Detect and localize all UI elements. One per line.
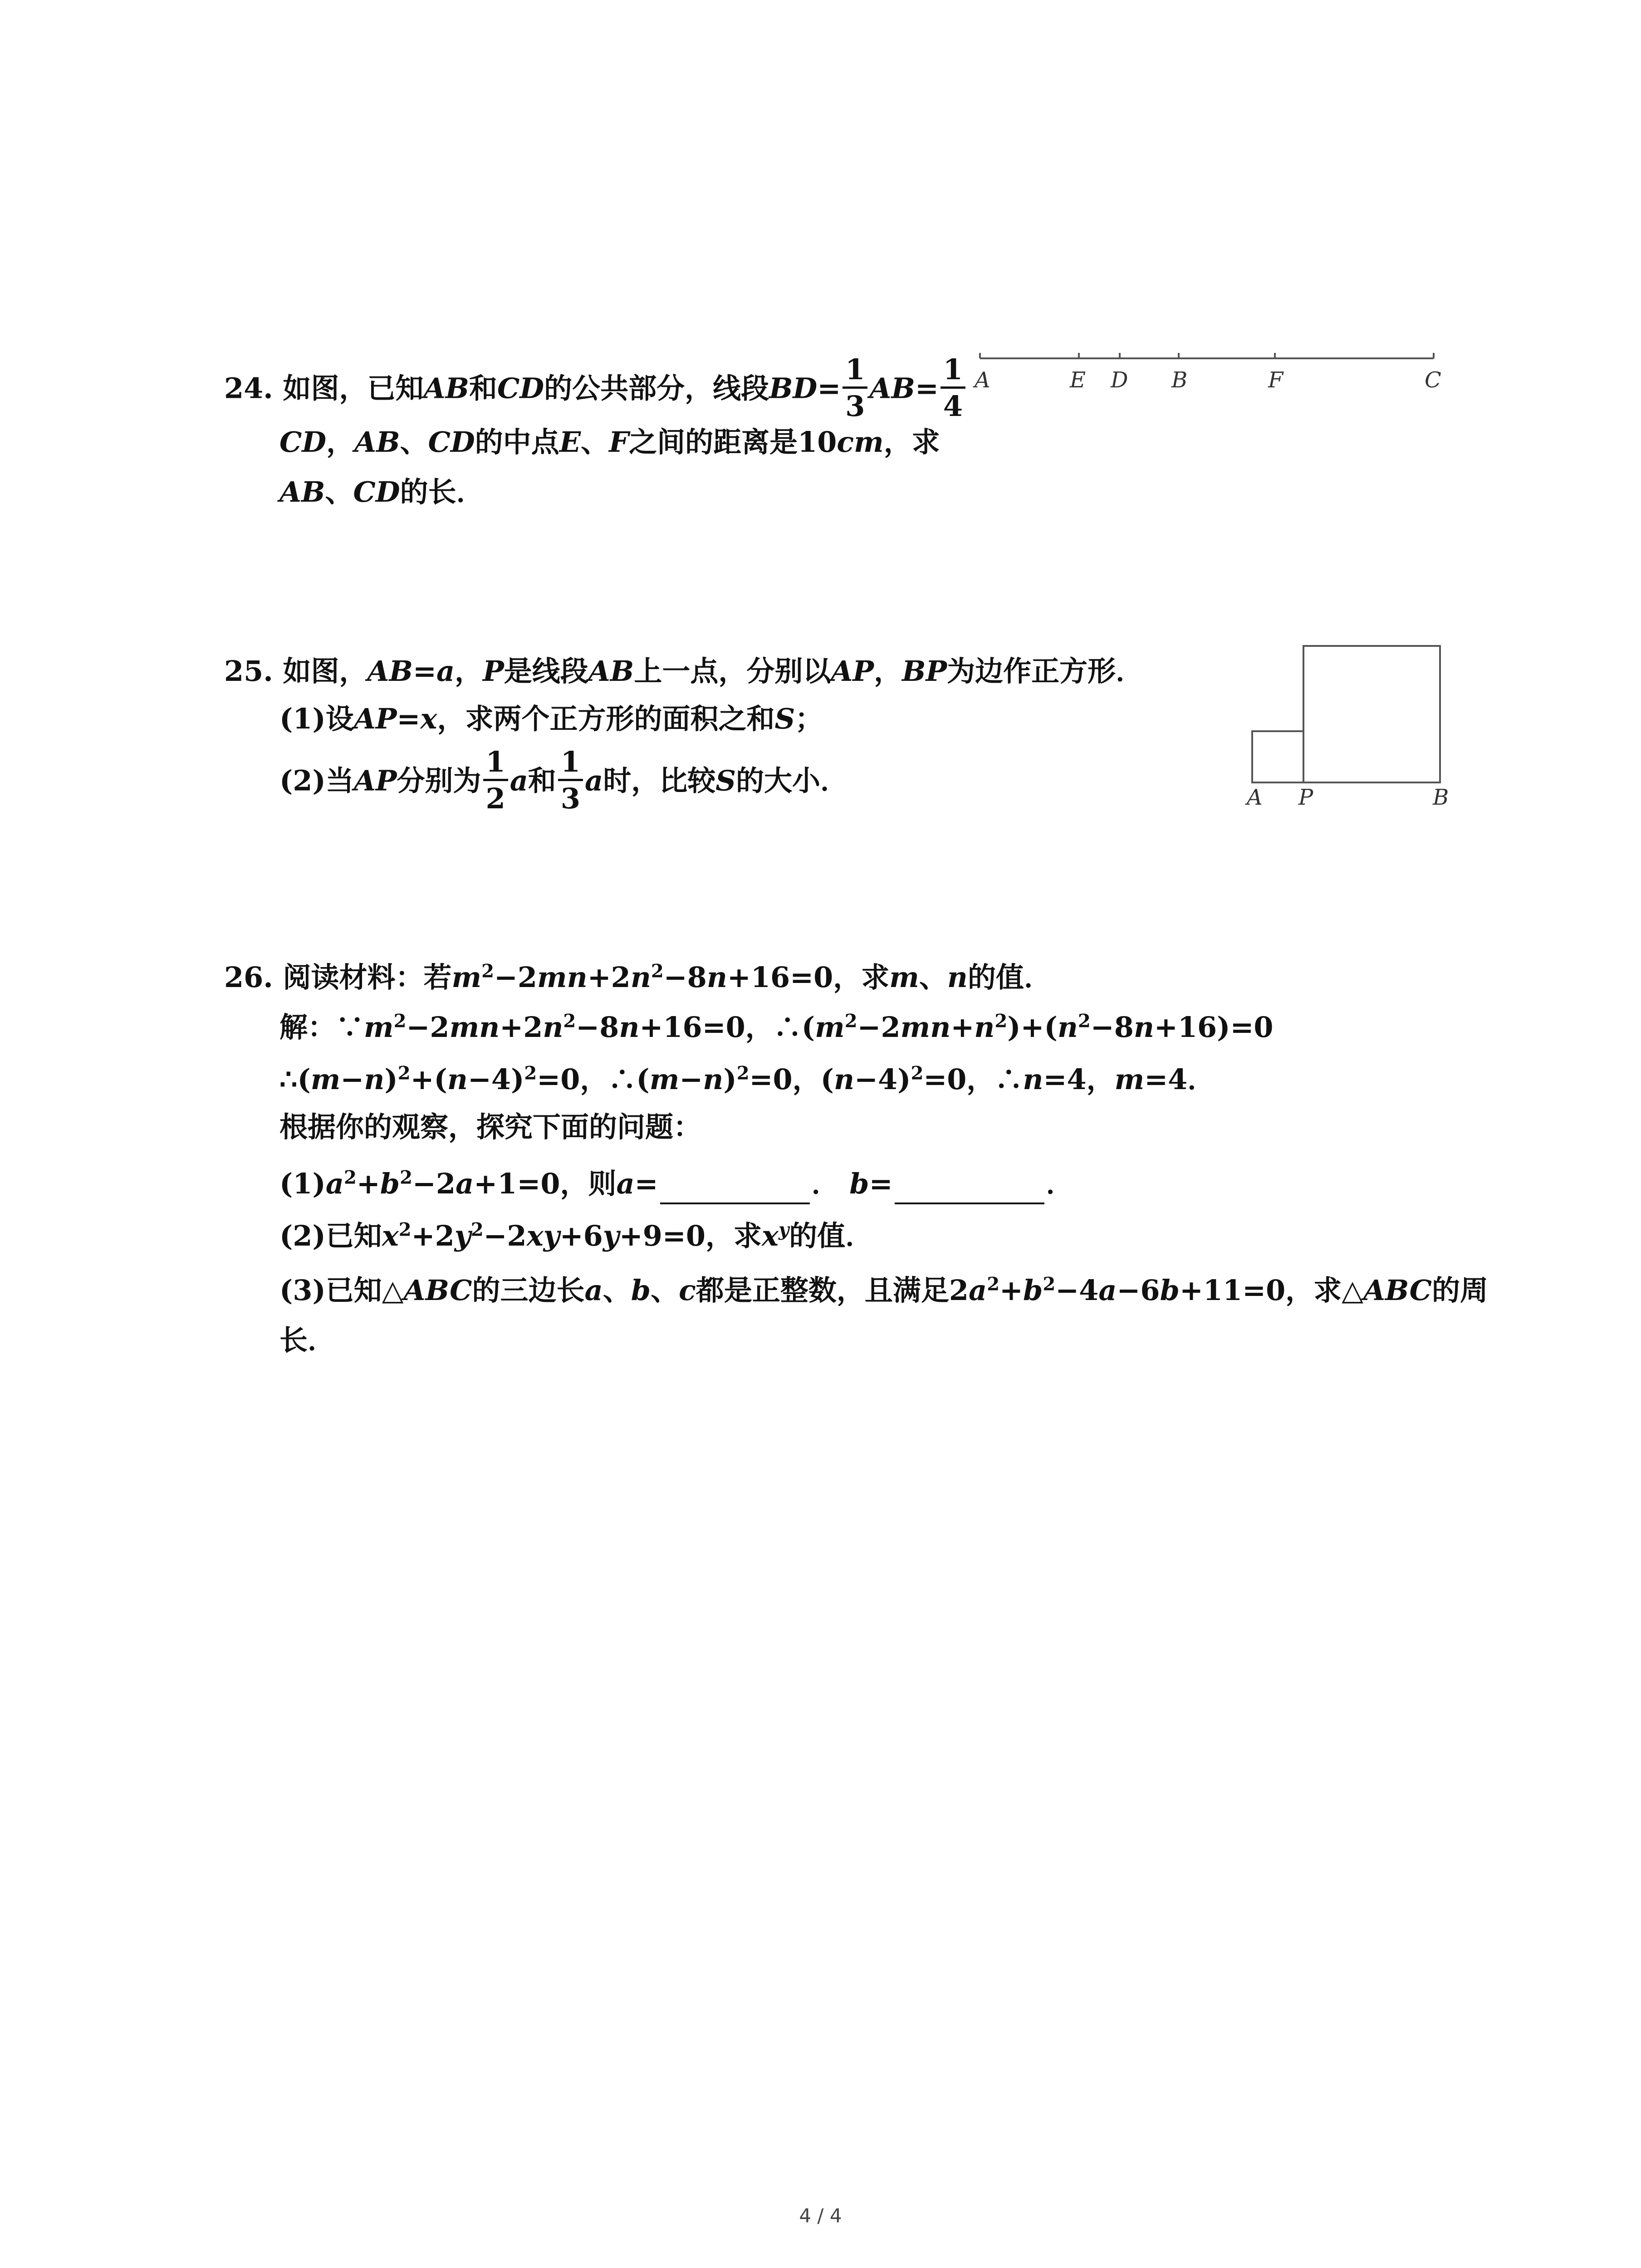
q25-label-p: P [1298, 785, 1313, 810]
q24-label-a: A [975, 367, 990, 393]
q26-part-2: (2)已知$x^2+2y^2-2xy+6y+9=0$，求$x^y$的值． [279, 1219, 874, 1252]
answer-blank-a[interactable] [660, 1175, 810, 1204]
q24-number: 24. [224, 371, 273, 405]
answer-blank-b[interactable] [895, 1175, 1044, 1204]
q24-line-1: 24. 如图，已知AB和CD的公共部分，线段BD= $\frac{1}{3}$ AB= $\frac{1}{4}$ [224, 358, 967, 423]
fraction-one-fourth: $\frac{1}{4}$ [941, 356, 965, 420]
q25-squares-figure [1248, 635, 1456, 794]
q24-line-2: CD，AB、CD的中点E、F之间的距离是10cm，求 [279, 425, 940, 459]
q24-label-d: D [1111, 367, 1128, 393]
fraction-one-third: $\frac{1}{3}$ [843, 356, 867, 420]
q26-line-1: 26. 阅读材料：若$m^2-2mn+2n^2-8n+16=0$，求m、n的值． [224, 960, 1052, 994]
q24-segment-figure [975, 345, 1452, 399]
fraction-one-half: $\frac{1}{2}$ [483, 748, 508, 813]
q25-part-2: (2)当AP分别为 $\frac{1}{2}$ a和 $\frac{1}{3}$ a时，比较S的大小． [279, 745, 849, 815]
q26-solution-line-1: 解：$\because m^2-2mn+2n^2-8n+16=0$，$\therefore(m^2-2mn+n^2)+(n^2-8n+16)=0$ [279, 1010, 1274, 1044]
q26-part-3: (3)已知△ABC的三边长a、b、c都是正整数，且满足$2a^2+b^2-4a-6b+11=0$，求△ABC的周 [279, 1273, 1488, 1307]
q25-line-1: 25. 如图，AB=a，P是线段AB上一点，分别以AP，BP为边作正方形． [224, 655, 1144, 688]
q26-part-3-continued: 长． [279, 1324, 336, 1357]
q26-part-1: $(1)a^2+b^2-2a+1=0$，则a= ． b= ． [279, 1163, 1074, 1204]
page-number: 4 / 4 [799, 2204, 842, 2227]
q24-label-c: C [1425, 367, 1441, 393]
q25-number: 25. [224, 655, 273, 688]
q24-label-e: E [1070, 367, 1086, 393]
q26-instruction: 根据你的观察，探究下面的问题： [279, 1110, 702, 1144]
q25-label-b: B [1433, 785, 1449, 810]
q26-solution-line-2: $\therefore(m-n)^2+(n-4)^2=0$，$\therefore(m-n)^2=0$，$(n-4)^2=0$，∴n=4，m=4． [279, 1062, 1216, 1096]
q24-label-b: B [1171, 367, 1188, 393]
q25-label-a: A [1247, 785, 1263, 810]
q25-part-1: (1)设AP=x，求两个正方形的面积之和S； [279, 702, 823, 735]
q26-number: 26. [224, 961, 273, 994]
q24-label-f: F [1268, 367, 1283, 393]
fraction-one-third-b: $\frac{1}{3}$ [558, 748, 583, 813]
q24-line-3: AB、CD的长． [279, 475, 485, 508]
